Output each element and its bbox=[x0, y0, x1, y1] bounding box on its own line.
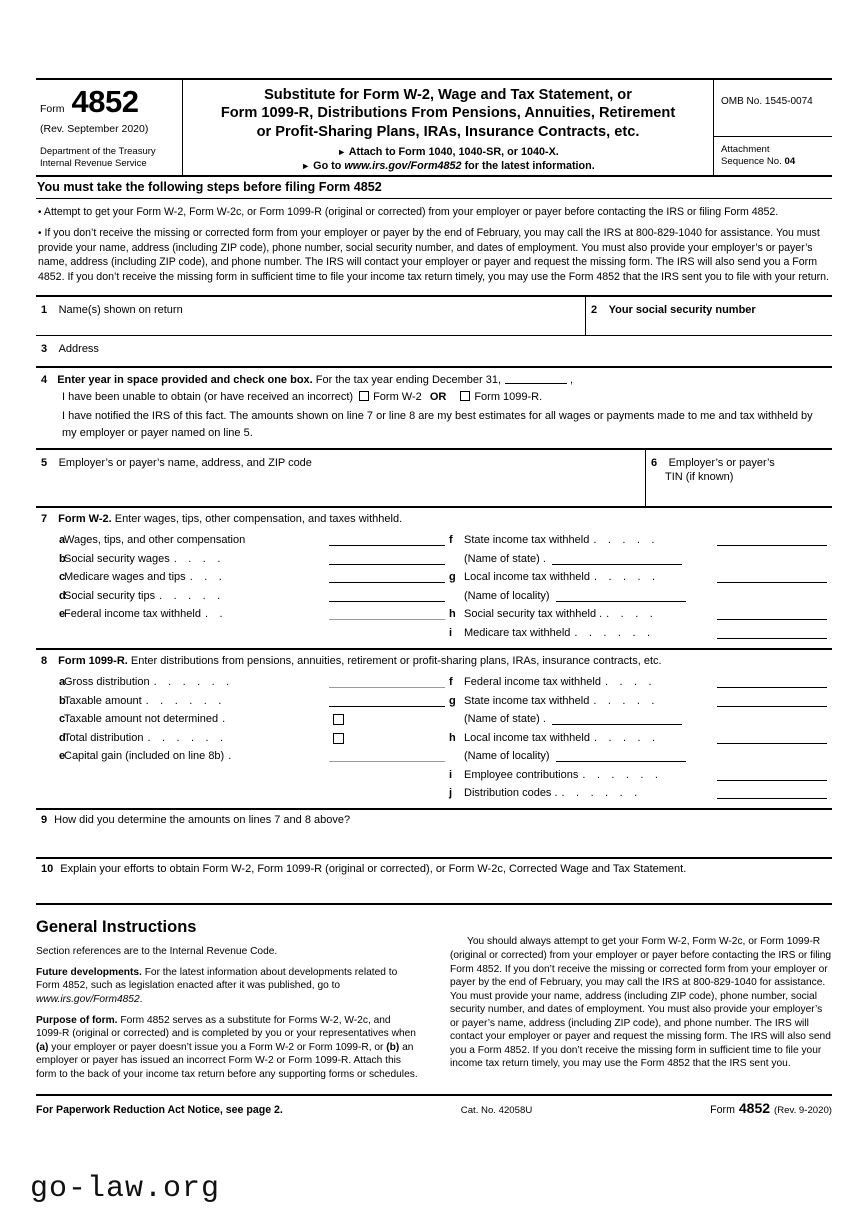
line-8i-dots: . . . . . . bbox=[582, 768, 663, 781]
or-separator: OR bbox=[429, 390, 447, 403]
form-title-line-2: Form 1099-R, Distributions From Pensions, Annuities, Retirement bbox=[220, 105, 676, 122]
checkbox-taxable-amount-not-determined[interactable] bbox=[333, 714, 344, 725]
line-8i bbox=[445, 762, 827, 781]
line-8b-input[interactable] bbox=[329, 695, 445, 707]
form-page bbox=[36, 78, 832, 1116]
line-8c-letter: c bbox=[59, 713, 66, 726]
line-7c-letter: c bbox=[59, 571, 66, 584]
future-developments-label: Future developments. bbox=[36, 966, 142, 978]
line-8-heading bbox=[41, 655, 827, 667]
line-7i-dots: . . . . . . bbox=[574, 626, 655, 639]
form-title-line-3: or Profit-Sharing Plans, IRAs, Insurance Contracts, etc. bbox=[256, 123, 640, 140]
line-8f-label: Federal income tax withheld bbox=[464, 676, 601, 689]
future-developments-text: For the latest information about developments related to Form 4852, such as legislation enacted after it was published, go to bbox=[36, 966, 398, 992]
line-4-first-row bbox=[41, 372, 827, 389]
line-7g-input[interactable] bbox=[717, 571, 827, 583]
line-8-number: 8 bbox=[41, 654, 48, 667]
line-1-number: 1 bbox=[41, 304, 48, 316]
goto-prefix: Go to bbox=[313, 160, 345, 173]
line-8-bold-lead: Form 1099-R. bbox=[58, 654, 128, 667]
line-7b-label: Social security wages bbox=[64, 552, 170, 565]
form-title-line-1: Substitute for Form W-2, Wage and Tax Statement, or bbox=[264, 87, 632, 103]
line-7f-state-label: (Name of state) . bbox=[464, 552, 546, 565]
line-8b-dots: . . . . . . bbox=[145, 694, 226, 707]
line-8c-dots: . bbox=[222, 713, 230, 726]
attachment-sequence bbox=[714, 137, 832, 176]
goto-instruction bbox=[187, 160, 709, 172]
line-8b-label: Taxable amount bbox=[64, 694, 142, 707]
line-7b-letter: b bbox=[59, 552, 66, 565]
line-7e-letter: e bbox=[59, 608, 66, 621]
line-1-label: Name(s) shown on return bbox=[58, 304, 183, 316]
form-footer bbox=[36, 1094, 832, 1116]
line-7a-input[interactable] bbox=[329, 534, 445, 546]
sequence-number: 04 bbox=[784, 155, 796, 167]
line-7e-label: Federal income tax withheld bbox=[64, 608, 201, 621]
line-7-number: 7 bbox=[41, 512, 48, 525]
line-8-right-column bbox=[445, 670, 827, 800]
line-8h-locality-name bbox=[445, 744, 827, 763]
line-3-label: Address bbox=[58, 343, 99, 355]
section-line-4 bbox=[36, 368, 832, 448]
line-8a-label: Gross distribution bbox=[64, 676, 150, 689]
line-6-label-2: TIN (if known) bbox=[665, 470, 734, 483]
line-7h-input[interactable] bbox=[717, 608, 827, 620]
line-8j-letter: j bbox=[449, 787, 453, 800]
line-7a-letter: a bbox=[59, 534, 66, 547]
line-4-bold-lead: Enter year in space provided and check one box. bbox=[57, 374, 313, 386]
footer-form-word: Form bbox=[710, 1104, 735, 1117]
line-7f-state-name bbox=[445, 546, 827, 565]
line-8j-dots: . . . . . . bbox=[561, 787, 642, 800]
line-8h-letter: h bbox=[449, 731, 456, 744]
steps-bullet-2 bbox=[36, 226, 832, 284]
line-4-number: 4 bbox=[41, 374, 48, 386]
general-instructions-right-paragraph: You should always attempt to get your Form W-2, Form W-2c, or Form 1099-R (original or corrected) from your employer or payer before contacting the IRS or filing Form 4852. If you don’t receive the missing or corrected form from your employer or payer by the end of February, you may call the IRS at 800-829-1040 for assistance. You must provide your name, address (including ZIP code), phone number, social security number, and dates of employment. You must also provide your employer’s or payer’s name, address (including ZIP code), and phone number. The IRS will contact your employer or payer and request the missing form. The IRS will also send you a Form 4852. If you don’t receive the missing form in sufficient time to file your income tax return timely, you may use the Form 4852 that the IRS sent you. bbox=[450, 936, 832, 1070]
line-7i-letter: i bbox=[449, 626, 453, 639]
field-names-shown-on-return[interactable] bbox=[36, 297, 586, 335]
line-8g-letter: g bbox=[449, 694, 456, 707]
line-7f-input[interactable] bbox=[717, 534, 827, 546]
section-line-7 bbox=[36, 508, 832, 648]
line-7g-locality-name bbox=[445, 583, 827, 602]
line-9-number: 9 bbox=[41, 814, 48, 827]
irs-url-link[interactable]: www.irs.gov/Form4852 bbox=[344, 160, 462, 173]
form-revision: (Rev. September 2020) bbox=[40, 123, 149, 135]
form-word: Form bbox=[40, 103, 65, 115]
checkbox-form-w2-label: Form W-2 bbox=[373, 390, 422, 403]
line-7h-label: Social security tax withheld . bbox=[464, 608, 603, 621]
bullet-dot-icon: • bbox=[38, 207, 42, 219]
line-7c-input[interactable] bbox=[329, 571, 445, 583]
line-8g-state-input[interactable] bbox=[552, 713, 682, 725]
line-8g-dots: . . . . . bbox=[593, 694, 659, 707]
attach-instruction bbox=[187, 146, 709, 158]
field-social-security-number[interactable] bbox=[586, 297, 832, 335]
line-8e-input[interactable] bbox=[329, 750, 445, 762]
watermark: go-law.org bbox=[30, 1172, 221, 1206]
issuing-department bbox=[40, 146, 176, 169]
general-instructions-left-column bbox=[36, 912, 418, 1088]
purpose-marker-b: (b) bbox=[386, 1041, 400, 1053]
line-7g-dots: . . . . . bbox=[593, 571, 660, 584]
line-6-label-1: Employer’s or payer’s bbox=[668, 456, 775, 469]
line-7h-dots: . . . . bbox=[606, 608, 657, 621]
line-8i-letter: i bbox=[449, 768, 453, 781]
omb-number: OMB No. 1545-0074 bbox=[714, 80, 832, 137]
checkbox-form-1099r[interactable] bbox=[460, 391, 470, 401]
line-7f-letter: f bbox=[449, 534, 453, 547]
sequence-label: Sequence No. bbox=[721, 155, 785, 167]
line-7a-label: Wages, tips, and other compensation bbox=[64, 534, 246, 547]
line-7f-state-input[interactable] bbox=[552, 553, 682, 565]
purpose-text-1: Form 4852 serves as a substitute for Forms W-2, W-2c, and 1099-R (original or corrected) and is completed by you or your representatives when bbox=[36, 1014, 416, 1040]
line-4-rest: For the tax year ending December 31, bbox=[312, 374, 502, 386]
line-7b-dots: . . . . bbox=[173, 552, 225, 565]
paperwork-notice: For Paperwork Reduction Act Notice, see page 2. bbox=[36, 1104, 283, 1117]
line-4-second-row bbox=[62, 389, 827, 406]
section-line-8 bbox=[36, 650, 832, 809]
line-8g-label: State income tax withheld bbox=[464, 694, 590, 707]
goto-suffix: for the latest information. bbox=[461, 160, 595, 173]
row-line-5-6 bbox=[36, 450, 832, 506]
line-7d-label: Social security tips bbox=[64, 589, 156, 602]
line-8f-input[interactable] bbox=[717, 676, 827, 688]
purpose-of-form-paragraph bbox=[36, 1014, 418, 1082]
line-8f-dots: . . . . bbox=[604, 676, 656, 689]
line-8h-label: Local income tax withheld bbox=[464, 731, 590, 744]
triangle-right-icon: ► bbox=[301, 161, 311, 172]
line-8f-letter: f bbox=[449, 676, 453, 689]
department-line-2: Internal Revenue Service bbox=[40, 157, 147, 169]
general-instructions-heading: General Instructions bbox=[36, 918, 197, 937]
field-line-10-explanation[interactable] bbox=[36, 859, 832, 903]
line-8h-locality-label: (Name of locality) bbox=[464, 750, 550, 763]
checkbox-form-w2[interactable] bbox=[359, 391, 369, 401]
line-7g bbox=[445, 565, 827, 584]
line-7b bbox=[41, 546, 445, 565]
line-7-heading bbox=[41, 513, 827, 525]
triangle-right-icon: ► bbox=[337, 147, 347, 158]
line-9-label: How did you determine the amounts on lines 7 and 8 above? bbox=[54, 814, 351, 827]
line-7d-letter: d bbox=[59, 589, 66, 602]
purpose-marker-a: (a) bbox=[36, 1041, 49, 1053]
line-8h-dots: . . . . . bbox=[593, 731, 660, 744]
checkbox-form-1099r-label: Form 1099-R. bbox=[474, 390, 543, 403]
field-line-9-explanation[interactable] bbox=[36, 810, 832, 857]
line-7e-input[interactable] bbox=[329, 608, 445, 620]
line-8j-input[interactable] bbox=[717, 787, 827, 799]
line-7f-dots: . . . . . bbox=[593, 534, 659, 547]
section-references: Section references are to the Internal Revenue Code. bbox=[36, 946, 278, 958]
line-8a-letter: a bbox=[59, 676, 66, 689]
line-4-sentence-2-pre: I have been unable to obtain (or have received an incorrect) bbox=[62, 390, 354, 403]
line-8-rest: Enter distributions from pensions, annuities, retirement or profit-sharing plans, IRAs, insurance contracts, etc. bbox=[127, 654, 662, 667]
line-8e-dots: . bbox=[228, 750, 236, 763]
checkbox-total-distribution[interactable] bbox=[333, 733, 344, 744]
line-7g-label: Local income tax withheld bbox=[464, 571, 590, 584]
line-8-left-column bbox=[41, 670, 445, 800]
line-7b-input[interactable] bbox=[329, 553, 445, 565]
line-7g-locality-label: (Name of locality) bbox=[464, 589, 550, 602]
line-8h-input[interactable] bbox=[717, 732, 827, 744]
line-7-columns bbox=[41, 528, 827, 639]
form-identity bbox=[40, 86, 176, 117]
line-8g bbox=[445, 688, 827, 707]
line-8b bbox=[41, 688, 445, 707]
header-title-block bbox=[183, 80, 714, 175]
attachment-sequence-line bbox=[721, 156, 832, 168]
steps-heading: You must take the following steps before filing Form 4852 bbox=[36, 177, 832, 199]
line-10-number: 10 bbox=[41, 863, 54, 876]
line-8a bbox=[41, 670, 445, 689]
steps-bullet-1 bbox=[36, 205, 832, 220]
line-7a bbox=[41, 528, 445, 547]
line-7d-dots: . . . . . bbox=[159, 589, 225, 602]
line-7-rest: Enter wages, tips, other compensation, and taxes withheld. bbox=[111, 512, 403, 525]
line-8a-dots: . . . . . . bbox=[153, 676, 234, 689]
line-6-number: 6 bbox=[651, 456, 658, 469]
field-employer-tin[interactable] bbox=[646, 450, 832, 506]
line-8a-input[interactable] bbox=[329, 676, 445, 688]
line-10-label: Explain your efforts to obtain Form W-2, Form 1099-R (original or corrected), or Form W-2c, Corrected Wage and Tax Statement. bbox=[60, 863, 687, 876]
line-7i-input[interactable] bbox=[717, 627, 827, 639]
line-7e bbox=[41, 602, 445, 621]
general-instructions-right-column bbox=[450, 912, 832, 1088]
line-7-bold-lead: Form W-2. bbox=[58, 512, 112, 525]
line-8d bbox=[41, 725, 445, 744]
future-developments-end: . bbox=[139, 994, 143, 1005]
steps-bullet-1-text: Attempt to get your Form W-2, Form W-2c, or Form 1099-R (original or corrected) from your employer or payer before contacting the IRS or filing Form 4852. bbox=[43, 206, 779, 219]
line-8e-letter: e bbox=[59, 750, 66, 763]
line-7d-input[interactable] bbox=[329, 590, 445, 602]
line-8b-letter: b bbox=[59, 694, 66, 707]
purpose-of-form-label: Purpose of form. bbox=[36, 1014, 118, 1026]
line-7i-label: Medicare tax withheld bbox=[464, 626, 571, 639]
line-7e-dots: . . bbox=[204, 608, 227, 621]
line-8j bbox=[445, 781, 827, 800]
line-7i bbox=[445, 620, 827, 639]
future-developments-url[interactable]: www.irs.gov/Form4852 bbox=[36, 994, 140, 1005]
line-8h-locality-input[interactable] bbox=[556, 750, 686, 762]
line-8g-state-name bbox=[445, 707, 827, 726]
steps-bullet-2-text: If you don’t receive the missing or corrected form from your employer or payer by the end of February, you may call the IRS at 800-829-1040 for assistance. You must provide your name, address (including ZIP code), phone number, social security number, and dates of employment. You must also provide your employer’s or payer’s name, address (including ZIP code), and phone number. The IRS will contact your employer or payer and request the missing form. The IRS will also send you a Form 4852. If you don’t receive the missing form in sufficient time to file your income tax return timely, you may use the Form 4852 that the IRS sent you to file with your return. bbox=[38, 226, 829, 283]
department-line-1: Department of the Treasury bbox=[40, 146, 156, 157]
attachment-label: Attachment bbox=[721, 143, 770, 155]
attach-instruction-text: Attach to Form 1040, 1040-SR, or 1040-X. bbox=[348, 146, 559, 159]
line-7-right-column bbox=[445, 528, 827, 639]
line-7g-locality-input[interactable] bbox=[556, 590, 686, 602]
line-8d-label: Total distribution bbox=[64, 731, 144, 744]
form-title bbox=[187, 86, 709, 141]
line-4-comma: , bbox=[570, 374, 574, 386]
line-8e bbox=[41, 744, 445, 763]
line-7d bbox=[41, 583, 445, 602]
line-8c-label: Taxable amount not determined bbox=[64, 713, 219, 726]
line-8h bbox=[445, 725, 827, 744]
general-instructions bbox=[36, 905, 832, 1088]
line-8-columns bbox=[41, 670, 827, 800]
line-8d-letter: d bbox=[59, 731, 66, 744]
line-7h-letter: h bbox=[449, 608, 456, 621]
line-7f bbox=[445, 528, 827, 547]
field-employer-name-address[interactable] bbox=[36, 450, 646, 506]
footer-form-revision: (Rev. 9-2020) bbox=[774, 1105, 832, 1117]
row-line-1-2 bbox=[36, 297, 832, 335]
tax-year-input[interactable] bbox=[505, 372, 567, 384]
line-5-number: 5 bbox=[41, 456, 48, 469]
catalog-number: Cat. No. 42058U bbox=[460, 1105, 533, 1117]
form-number: 4852 bbox=[71, 84, 139, 119]
future-developments-paragraph bbox=[36, 966, 418, 1007]
line-4-third-row: I have notified the IRS of this fact. The amounts shown on line 7 or line 8 are my best estimates for all wages or payments made to me and tax withheld by my employer or payer named on line 5. bbox=[62, 410, 813, 440]
line-7c-dots: . . . bbox=[189, 571, 226, 584]
footer-form-number: 4852 bbox=[738, 1100, 771, 1117]
line-8e-label: Capital gain (included on line 8b) bbox=[64, 750, 225, 763]
line-8d-dots: . . . . . . bbox=[147, 731, 228, 744]
line-8g-state-label: (Name of state) . bbox=[464, 713, 546, 726]
line-8i-label: Employee contributions bbox=[464, 768, 579, 781]
line-5-label: Employer’s or payer’s name, address, and ZIP code bbox=[58, 456, 312, 469]
line-7c bbox=[41, 565, 445, 584]
line-2-number: 2 bbox=[591, 304, 598, 316]
purpose-text-3: an employer or payer has issued an incorrect Form W-2 or Form 1099-R. Attach this form to the back of your income tax return before any supporting forms or schedules. bbox=[36, 1041, 418, 1080]
line-7g-letter: g bbox=[449, 571, 456, 584]
header-right-block bbox=[714, 80, 832, 175]
line-7h bbox=[445, 602, 827, 621]
line-7c-label: Medicare wages and tips bbox=[64, 571, 186, 584]
field-address[interactable] bbox=[36, 336, 832, 366]
line-2-label: Your social security number bbox=[608, 304, 756, 316]
line-7f-label: State income tax withheld bbox=[464, 534, 590, 547]
line-8i-input[interactable] bbox=[717, 769, 827, 781]
form-header bbox=[36, 78, 832, 177]
header-left-block bbox=[36, 80, 183, 175]
footer-form-identity bbox=[710, 1100, 832, 1116]
line-3-number: 3 bbox=[41, 343, 48, 355]
bullet-dot-icon: • bbox=[38, 227, 42, 239]
line-8j-label: Distribution codes . bbox=[464, 787, 558, 800]
line-7-left-column bbox=[41, 528, 445, 639]
purpose-text-2: your employer or payer doesn’t issue you a Form W-2 or Form 1099-R, or bbox=[48, 1041, 387, 1053]
line-8g-input[interactable] bbox=[717, 695, 827, 707]
line-8c bbox=[41, 707, 445, 726]
line-8f bbox=[445, 670, 827, 689]
